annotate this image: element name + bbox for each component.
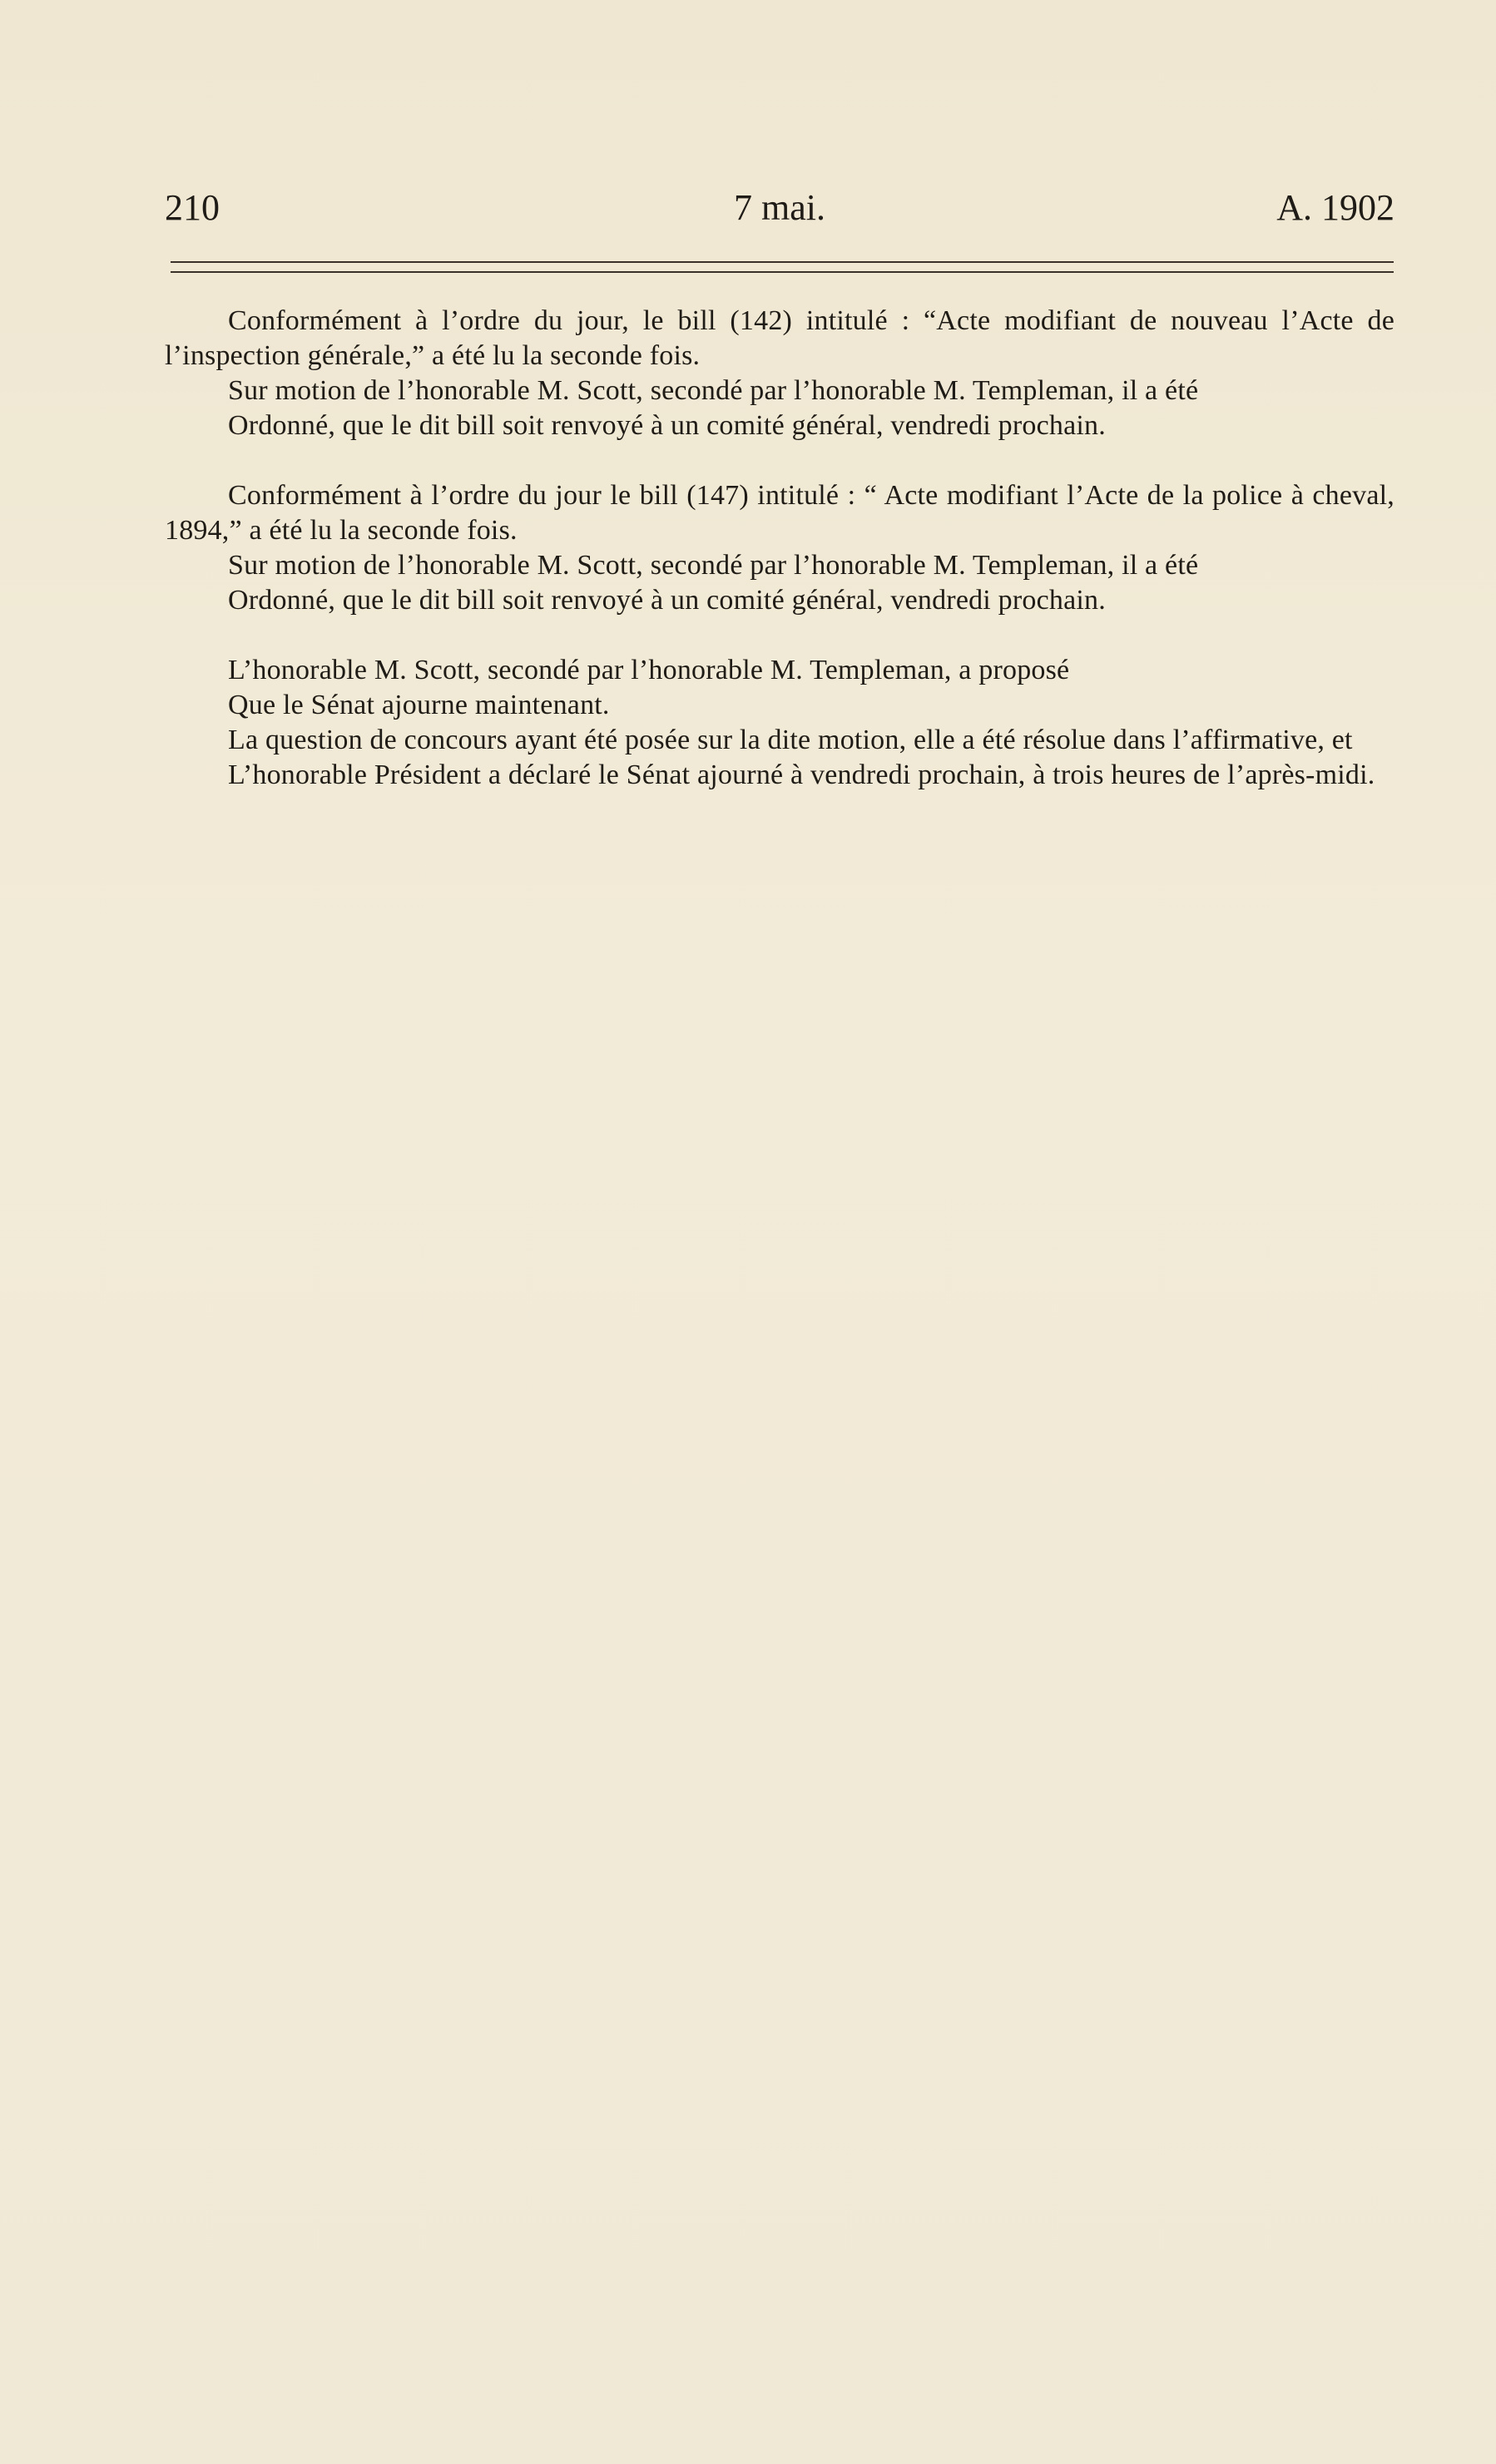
page-header (165, 179, 1394, 237)
paragraph-bill-142-reading: Conformément à l’ordre du jour, le bill (142) intitulé : “Acte modifiant de nouveau l’Acte de l’inspection générale,” a été lu la seconde fois. (165, 305, 1394, 371)
document-body (165, 304, 1394, 793)
paragraph-adjourn-proposal: L’honorable M. Scott, secondé par l’honorable M. Templeman, a proposé (228, 655, 1070, 685)
page-year: A. 1902 (1276, 187, 1394, 228)
paragraph-question-resolved: La question de concours ayant été posée sur la dite motion, elle a été résolue dans l’affirmative, et (228, 725, 1353, 755)
paragraph-order-1: Ordonné, que le dit bill soit renvoyé à un comité général, vendredi prochain. (228, 410, 1106, 441)
section-gap (165, 443, 1394, 478)
header-rule-bottom (171, 271, 1394, 273)
paragraph-adjourn-motion: Que le Sénat ajourne maintenant. (228, 690, 610, 720)
paragraph-senate-adjourned: L’honorable Président a déclaré le Sénat ajourné à vendredi prochain, à trois heures de l’après-midi. (228, 759, 1375, 790)
section-gap (165, 618, 1394, 653)
paragraph-order-2: Ordonné, que le dit bill soit renvoyé à un comité général, vendredi prochain. (228, 585, 1106, 616)
paragraph-motion-2: Sur motion de l’honorable M. Scott, secondé par l’honorable M. Templeman, il a été (228, 550, 1199, 581)
page-number: 210 (165, 187, 220, 228)
page-date: 7 mai. (734, 187, 825, 228)
paragraph-motion-1: Sur motion de l’honorable M. Scott, secondé par l’honorable M. Templeman, il a été (228, 375, 1199, 406)
paragraph-bill-147-reading: Conformément à l’ordre du jour le bill (147) intitulé : “ Acte modifiant l’Acte de la police à cheval, 1894,” a été lu la seconde fois. (165, 480, 1394, 546)
header-rule-top (171, 261, 1394, 263)
